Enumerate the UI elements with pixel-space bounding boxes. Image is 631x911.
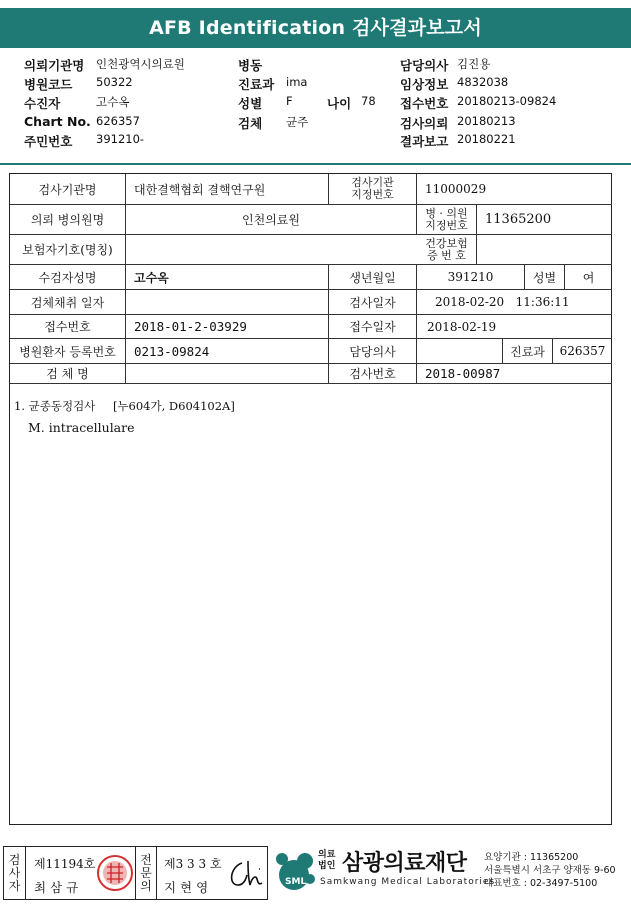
test-date-label: 검사일자 xyxy=(329,290,417,315)
collect-value xyxy=(126,290,329,315)
insured-label: 보험자기호(명칭) xyxy=(10,235,126,265)
physician-label: 담당의사 xyxy=(329,339,417,364)
accept-date-label: 접수일자 xyxy=(329,315,417,339)
dept-value: ima xyxy=(286,75,308,89)
req-hosp-value: 인천의료원 xyxy=(126,205,417,235)
clinical-value: 4832038 xyxy=(457,75,509,89)
physician-value xyxy=(417,339,503,364)
dept-label: 진료과 xyxy=(238,77,275,92)
logo-text: SML xyxy=(285,877,307,887)
req-id-value: 11365200 xyxy=(477,205,612,235)
rrn-value: 391210- xyxy=(96,132,145,146)
req-id-label-line1: 병 · 의원 xyxy=(425,206,468,220)
header-divider xyxy=(0,163,631,165)
test-no-value: 2018-00987 xyxy=(417,364,612,384)
report-header xyxy=(0,52,631,160)
tester-label: 검 사 자 xyxy=(4,847,26,899)
sex-label-form: 성별 xyxy=(525,265,565,290)
req-hosp-label: 의뢰 병의원명 xyxy=(10,205,126,235)
org-english-name: Samkwang Medical Laboratories xyxy=(320,877,496,887)
dept-value-form: 626357 xyxy=(553,339,612,364)
hospital-value: 인천광역시의료원 xyxy=(96,57,185,71)
result-organism: M. intracellulare xyxy=(28,420,135,435)
signature-box xyxy=(3,846,268,900)
tester-seal-icon xyxy=(95,853,135,893)
hi-label-line1: 건강보험 xyxy=(425,236,468,250)
report-title: AFB Identification 검사결과보고서 xyxy=(0,8,631,48)
chart-label: Chart No. xyxy=(24,114,91,129)
clinical-label: 임상정보 xyxy=(400,77,449,92)
lab-id-label xyxy=(329,174,417,205)
rrn-label: 주민번호 xyxy=(24,134,73,149)
hospital-label: 의뢰기관명 xyxy=(24,58,85,73)
report-label: 결과보고 xyxy=(400,134,449,149)
reg-value: 0213-09824 xyxy=(126,339,329,364)
specimen-name-value xyxy=(126,364,329,384)
request-label: 검사의뢰 xyxy=(400,116,449,131)
age-value: 78 xyxy=(361,94,376,108)
hi-label-line2: 증 번 호 xyxy=(427,248,466,262)
collect-label: 검체채취 일자 xyxy=(10,290,126,315)
age-label: 나이 xyxy=(327,96,352,111)
receipt-label: 접수번호 xyxy=(400,96,449,111)
test-form xyxy=(9,173,612,825)
test-date-value: 2018-02-20 11:36:11 xyxy=(417,290,612,315)
org-name: 삼광의료재단 xyxy=(342,851,467,876)
org-prefix xyxy=(318,850,335,872)
specimen-name-label: 검 체 명 xyxy=(10,364,126,384)
tester-no: 제11194호 xyxy=(34,857,96,871)
result-heading: 1. 균종동정검사 xyxy=(14,399,96,413)
accession-label: 접수번호 xyxy=(10,315,126,339)
org-prefix-line1: 의료 xyxy=(318,850,336,860)
dob-label: 생년월일 xyxy=(329,265,417,290)
accept-date-value: 2018-02-19 xyxy=(417,315,612,339)
org-prefix-line2: 법인 xyxy=(318,861,336,871)
lab-id-label-line2: 지정번호 xyxy=(351,188,394,201)
contact-line-1: 요양기관 : 11365200 xyxy=(484,852,579,863)
specialist-signature-icon xyxy=(226,857,266,891)
tester-name: 최 삼 규 xyxy=(34,880,79,895)
lab-id-label-line1: 검사기관 xyxy=(351,176,394,189)
report-footer xyxy=(0,845,631,905)
name-value: 고수옥 xyxy=(126,265,329,290)
sml-logo-icon xyxy=(272,847,318,899)
contact-line-2: 서울특별시 서초구 양재동 9-60 xyxy=(484,865,616,876)
specialist-no: 제3 3 3 호 xyxy=(164,857,222,871)
req-id-label xyxy=(417,205,477,235)
code-label: 병원코드 xyxy=(24,77,73,92)
specimen-value: 균주 xyxy=(286,115,309,129)
code-value: 50322 xyxy=(96,75,133,89)
specimen-label: 검체 xyxy=(238,116,263,131)
name-label: 수검자성명 xyxy=(10,265,126,290)
sex-value-form: 여 xyxy=(565,265,612,290)
test-no-label: 검사번호 xyxy=(329,364,417,384)
request-value: 20180213 xyxy=(457,114,516,128)
sex-value: F xyxy=(286,94,293,108)
lab-id-value: 11000029 xyxy=(417,174,612,205)
org-contact xyxy=(484,851,616,890)
lab-label: 검사기관명 xyxy=(10,174,126,205)
patient-value: 고수옥 xyxy=(96,95,130,109)
lab-value: 대한결핵협회 결핵연구원 xyxy=(126,174,329,205)
specialist-name: 지 현 영 xyxy=(164,880,209,895)
hi-label xyxy=(417,235,477,265)
sex-label: 성별 xyxy=(238,96,263,111)
result-code: [누604가, D604102A] xyxy=(112,399,235,413)
specialist-label: 전 문 의 xyxy=(135,847,157,899)
accession-value: 2018-01-2-03929 xyxy=(126,315,329,339)
doctor-label: 담당의사 xyxy=(400,58,449,73)
doctor-value: 김진용 xyxy=(457,57,491,71)
report-value: 20180221 xyxy=(457,132,516,146)
req-id-label-line2: 지정번호 xyxy=(425,218,468,232)
result-heading-line xyxy=(14,398,235,414)
chart-value: 626357 xyxy=(96,114,140,128)
ward-label: 병동 xyxy=(238,58,263,73)
dept-label-form: 진료과 xyxy=(503,339,553,364)
dob-value: 391210 xyxy=(417,265,525,290)
patient-label: 수진자 xyxy=(24,96,61,111)
receipt-value: 20180213-09824 xyxy=(457,94,557,108)
contact-line-3: 대표번호 : 02-3497-5100 xyxy=(484,878,598,889)
hi-value xyxy=(477,235,612,265)
reg-label: 병원환자 등록번호 xyxy=(10,339,126,364)
